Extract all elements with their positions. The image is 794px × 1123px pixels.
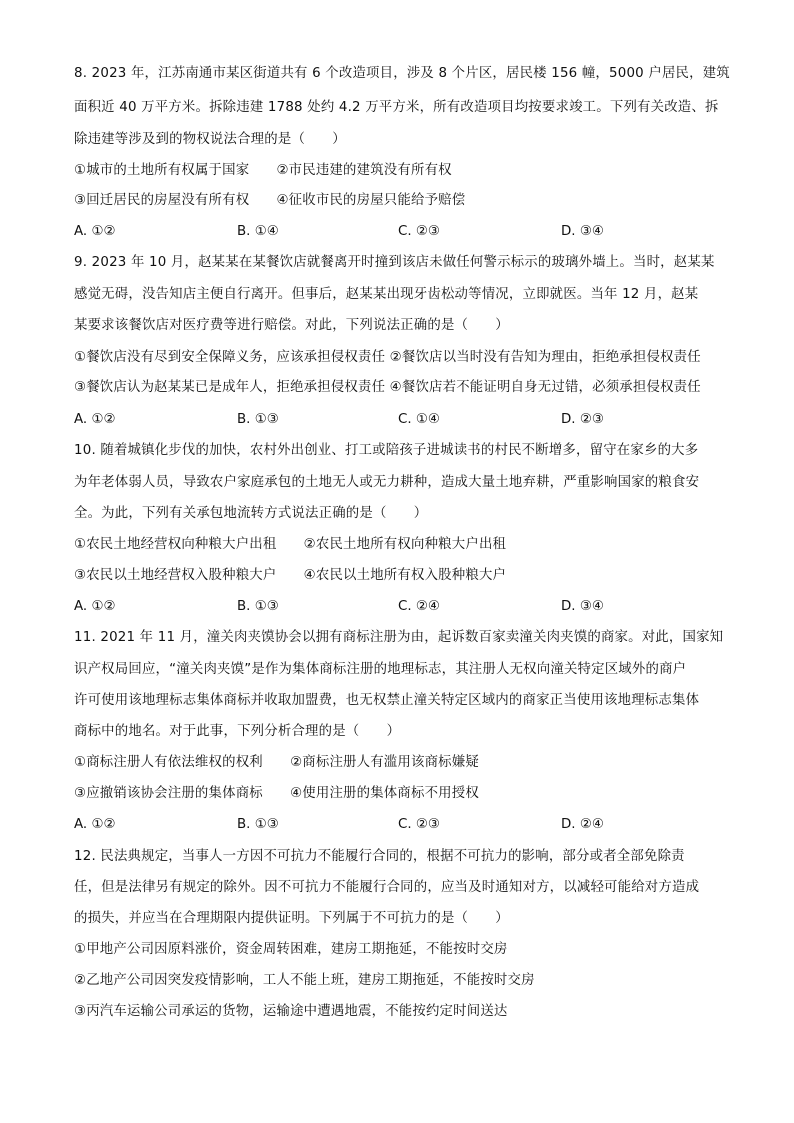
q10-option-b[interactable]: B. ①③ <box>237 599 279 614</box>
q11-options <box>74 815 734 835</box>
q9-option-a[interactable]: A. ①② <box>74 412 116 427</box>
q11-stem-line-2: 识产权局回应，“潼关肉夹馍”是作为集体商标注册的地理标志，其注册人无权向潼关特定区域外的商户 <box>74 662 687 677</box>
q12-stem-line-3: 的损失，并应当在合理期限内提供证明。下列属于不可抗力的是（ ） <box>74 911 509 926</box>
q9-option-d[interactable]: D. ②③ <box>561 412 604 427</box>
q10-statement-1: ①农民土地经营权向种粮大户出租 ②农民土地所有权向种粮大户出租 <box>74 537 507 552</box>
q11-option-d[interactable]: D. ②④ <box>561 817 604 832</box>
q8-option-b[interactable]: B. ①④ <box>237 224 279 239</box>
q8-option-d[interactable]: D. ③④ <box>561 224 604 239</box>
q10-stem-line-3: 全。为此，下列有关承包地流转方式说法正确的是（ ） <box>74 506 428 521</box>
q12-statement-2: ②乙地产公司因突发疫情影响，工人不能上班，建房工期拖延，不能按时交房 <box>74 973 535 988</box>
q8-options <box>74 222 734 242</box>
q9-stem-line-3: 某要求该餐饮店对医疗费等进行赔偿。对此，下列说法正确的是（ ） <box>74 318 509 333</box>
q10-option-c[interactable]: C. ②④ <box>398 599 440 614</box>
q8-option-c[interactable]: C. ②③ <box>398 224 440 239</box>
q9-stem-line-2: 感觉无碍，没告知店主便自行离开。但事后，赵某某出现牙齿松动等情况，立即就医。当年 12 月，赵某 <box>74 287 699 302</box>
q8-statement-2: ③回迁居民的房屋没有所有权 ④征收市民的房屋只能给予赔偿 <box>74 193 466 208</box>
q11-statement-1: ①商标注册人有依法维权的权利 ②商标注册人有滥用该商标嫌疑 <box>74 755 479 770</box>
q10-options <box>74 597 734 617</box>
q11-statement-2: ③应撤销该协会注册的集体商标 ④使用注册的集体商标不用授权 <box>74 786 479 801</box>
q10-option-d[interactable]: D. ③④ <box>561 599 604 614</box>
q9-statement-1: ①餐饮店没有尽到安全保障义务，应该承担侵权责任 ②餐饮店以当时没有告知为理由，拒绝承担侵权责任 <box>74 350 701 365</box>
q10-stem-line-2: 为年老体弱人员，导致农户家庭承包的土地无人或无力耕种，造成大量土地弃耕，严重影响国家的粮食安 <box>74 475 700 490</box>
q8-stem-line-3: 除违建等涉及到的物权说法合理的是（ ） <box>74 132 346 147</box>
q11-stem-line-1: 11. 2021 年 11 月，潼关肉夹馍协会以拥有商标注册为由，起诉数百家卖潼关肉夹馍的商家。对此，国家知 <box>74 630 724 645</box>
q12-statement-1: ①甲地产公司因原料涨价，资金周转困难，建房工期拖延，不能按时交房 <box>74 942 508 957</box>
q12-stem-line-2: 任，但是法律另有规定的除外。因不可抗力不能履行合同的，应当及时通知对方，以减轻可能给对方造成 <box>74 880 700 895</box>
q11-stem-line-4: 商标中的地名。对于此事，下列分析合理的是（ ） <box>74 724 401 739</box>
q11-option-c[interactable]: C. ②③ <box>398 817 440 832</box>
q12-stem-line-1: 12. 民法典规定，当事人一方因不可抗力不能履行合同的，根据不可抗力的影响，部分或者全部免除责 <box>74 849 685 864</box>
q8-stem-line-2: 面积近 40 万平方米。拆除违建 1788 处约 4.2 万平方米，所有改造项目均按要求竣工。下列有关改造、拆 <box>74 100 719 115</box>
q11-stem-line-3: 许可使用该地理标志集体商标并收取加盟费，也无权禁止潼关特定区域内的商家正当使用该地理标志集体 <box>74 693 700 708</box>
q8-option-a[interactable]: A. ①② <box>74 224 116 239</box>
q9-options <box>74 410 734 430</box>
q9-option-b[interactable]: B. ①③ <box>237 412 279 427</box>
q12-statement-3: ③丙汽车运输公司承运的货物，运输途中遭遇地震，不能按约定时间送达 <box>74 1004 508 1019</box>
q10-stem-line-1: 10. 随着城镇化步伐的加快，农村外出创业、打工或陪孩子进城读书的村民不断增多，留守在家乡的大多 <box>74 443 699 458</box>
q9-option-c[interactable]: C. ①④ <box>398 412 440 427</box>
q8-stem-line-1: 8. 2023 年，江苏南通市某区街道共有 6 个改造项目，涉及 8 个片区，居民楼 156 幢，5000 户居民，建筑 <box>74 66 730 81</box>
q8-statement-1: ①城市的土地所有权属于国家 ②市民违建的建筑没有所有权 <box>74 163 452 178</box>
q9-statement-2: ③餐饮店认为赵某某已是成年人，拒绝承担侵权责任 ④餐饮店若不能证明自身无过错，必须承担侵权责任 <box>74 380 701 395</box>
q10-option-a[interactable]: A. ①② <box>74 599 116 614</box>
q10-statement-2: ③农民以土地经营权入股种粮大户 ④农民以土地所有权入股种粮大户 <box>74 568 507 583</box>
q11-option-a[interactable]: A. ①② <box>74 817 116 832</box>
q9-stem-line-1: 9. 2023 年 10 月，赵某某在某餐饮店就餐离开时撞到该店未做任何警示标示的玻璃外墙上。当时，赵某某 <box>74 255 715 270</box>
q11-option-b[interactable]: B. ①③ <box>237 817 279 832</box>
